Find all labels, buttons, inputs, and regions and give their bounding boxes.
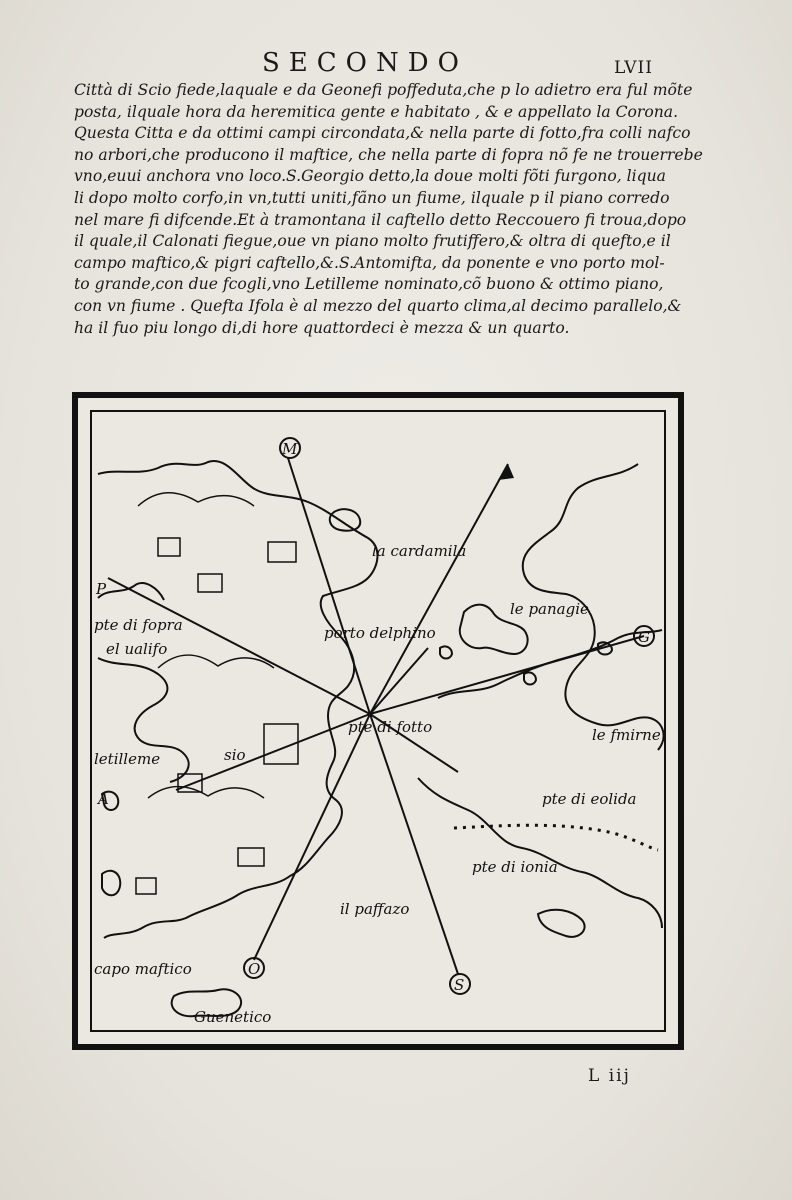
- hill-drawing: [148, 787, 264, 799]
- rhumb-line-northwest: [176, 714, 370, 790]
- islet: [524, 672, 536, 684]
- rhumb-line-north: [288, 458, 370, 714]
- label-porto-delphino: porto delphino: [324, 624, 436, 642]
- islet: [102, 871, 120, 895]
- rhumb-line-east: [370, 636, 644, 714]
- label-pte-di-eolida: pte di eolida: [542, 790, 637, 808]
- hill-drawing: [138, 493, 254, 506]
- folio-number: LVII: [614, 58, 653, 78]
- body-text: [74, 80, 703, 339]
- text-line: to grande,con due fcogli,vno Letilleme nominato,cõ buono & ottimo piano,: [74, 275, 664, 294]
- text-line: Questa Citta e da ottimi campi circondata,& nella parte di fotto,fra colli nafco: [74, 124, 691, 143]
- label-pte-di-sopra: pte di fopra: [94, 616, 183, 634]
- town-building: [268, 542, 296, 562]
- text-line: nel mare fi difcende.Et à tramontana il caftello detto Reccouero fi troua,dopo: [74, 210, 687, 229]
- town-building: [136, 878, 156, 894]
- compass-letter-southwest: A: [98, 790, 109, 808]
- label-capo-mastico: capo maftico: [94, 960, 192, 978]
- compass-letter-west: P: [96, 580, 107, 598]
- label-letilleme: letilleme: [94, 750, 161, 768]
- label-panagie: le panagie: [510, 600, 589, 618]
- hill-drawing: [158, 655, 274, 668]
- label-cardamila: la cardamila: [372, 542, 467, 560]
- text-line: con vn fiume . Quefta Ifola è al mezzo del quarto clima,al decimo parallelo,&: [74, 296, 682, 315]
- compass-letter-east: G: [638, 628, 650, 646]
- town-building: [158, 538, 180, 556]
- label-guenetico: Guenetico: [194, 1008, 272, 1026]
- ionia-boundary: [454, 825, 658, 850]
- compass-letter-south: O: [248, 960, 261, 978]
- label-sio: sio: [224, 746, 246, 764]
- text-line: Città di Scio fiede,laquale e da Geonefi poffeduta,che p lo adietro era ful mõte: [74, 81, 693, 99]
- town-building: [238, 848, 264, 866]
- island-headland: [98, 583, 164, 600]
- text-line: il quale,il Calonati fiegue,oue vn piano molto frutiffero,& oltra di quefto,e il: [74, 232, 671, 251]
- rhumb-line-northeast: [370, 464, 508, 714]
- label-pte-di-ionia: pte di ionia: [472, 858, 558, 876]
- label-il-passazo: il paffazo: [340, 900, 410, 918]
- rhumb-line-ne2: [370, 648, 428, 714]
- label-smirne: le fmirne: [592, 726, 661, 744]
- text-line: posta, ilquale hora da heremitica gente e habitato , & e appellato la Corona.: [74, 102, 679, 121]
- map-drawing: [78, 398, 678, 1044]
- text-line: li dopo molto corfo,in vn,tutti uniti,fãno un fiume, ilquale p il piano corredo: [74, 188, 670, 207]
- text-line: campo maftico,& pigri caftello,&.S.Antomifta, da ponente e vno porto mol-: [74, 253, 665, 272]
- town-building: [198, 574, 222, 592]
- signature-mark: L iij: [588, 1066, 631, 1086]
- compass-letter-southeast: S: [454, 976, 465, 994]
- islet: [538, 910, 585, 937]
- label-el-ualiso: el ualifo: [106, 640, 168, 658]
- compass-letter-north: M: [282, 440, 298, 458]
- text-line: no arbori,che producono il maftice, che nella parte di fopra nõ fe ne trouerrebe: [74, 145, 703, 164]
- running-title: SECONDO: [262, 48, 468, 78]
- rhumb-line-southwest: [254, 714, 370, 960]
- islet: [440, 646, 452, 658]
- label-pte-di-sotto: pte di fotto: [348, 718, 433, 736]
- text-line: vno,euui anchora vno loco.S.Georgio detto,la doue molti fõti furgono, liqua: [74, 167, 666, 186]
- text-line: ha il fuo piu longo di,di hore quattordeci è mezza & un quarto.: [74, 318, 570, 337]
- woodcut-map: [72, 392, 684, 1050]
- rhumb-line-south: [370, 714, 458, 974]
- islet: [330, 509, 360, 531]
